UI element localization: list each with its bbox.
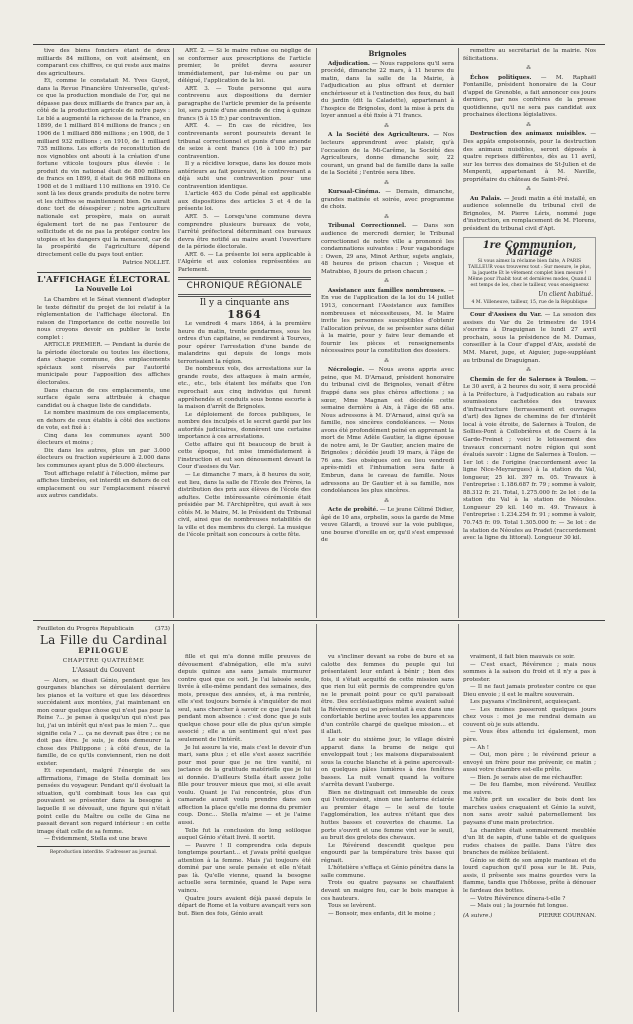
column-rule [316,48,317,618]
article-paragraph: L'hôte prit un escalier de bois dont les marches usées craquaient et Génio la suivit, non sans avoir salué paternellement les paysans d'une main protectrice. [463,797,596,827]
news-item-text: — Nos lecteurs apprendront avec plaisir, qu'à l'occasion de la Mi-Carême, la Société des Agriculteurs, donne dimanche soir, 22 courant, un grand bal de famille dans la salle de la Société ; l'entrée sera libre. [321,132,454,177]
feuilleton-column-2 [178,654,311,1012]
newspaper-page [33,44,605,1012]
article-paragraph: Cette affaire qui fit beaucoup de bruit à cette époque, fut mise immédiatement à l'instruction et eut son dénouement devant la Cour d'assises du Var. [178,441,311,471]
news-item-text: — Dans son audience de mercredi dernier, le Tribunal correctionnel de notre ville a prononcé les condamnations suivantes : Pour vagabondage : Owen, 29 ans, Minot Arthur, sujets anglais, 48 heures de prison chacun ; Vesque et Matrabiso, 8 jours de prison chacun ; [321,223,454,275]
feuilleton-author: PIERRE COURNAN. [538,912,596,919]
separator-stars-icon: ⁂ [384,278,391,285]
separator-stars-icon: ⁂ [384,179,391,186]
article-paragraph: ART. 5. — Lorsqu'une commune devra comprendre plusieurs bureaux de vote, l'arrêté préfectoral déterminant ces bureaux devra être notifié au maire avant l'ouverture de la période électorale. [178,214,311,251]
news-item-title: A la Société des Agriculteurs. [328,132,430,139]
article-paragraph: Dans chacun de ces emplacements, une surface égale sera attribuée à chaque candidat ou à chaque liste de candidats. [37,387,170,409]
article-paragraph: Trois ou quatre paysans se chauffaient devant un maigre feu, car le bois manque à ces hauteurs. [321,880,454,902]
column-4 [463,48,596,618]
divider [178,277,311,280]
rubric-heading: CHRONIQUE RÉGIONALE [186,281,303,292]
article-paragraph: Cinq dans les communes ayant 500 électeurs et moins ; [37,432,170,447]
article-paragraph: Le nombre maximum de ces emplacements, en dehors de ceux établis à côté des sections de vote, est fixé à : [37,410,170,432]
feuilleton-label: Feuilleton du Progrès Républicain [37,626,134,632]
advertisement [463,237,596,310]
news-item [321,189,454,212]
article-paragraph: Et cependant, malgré l'énergie de ses affirmations, l'image de Stella dominait les pensées du voyageur. Pendant qu'il évoluait la situation, qu'il combinait tous les cas qui pouvaient se présenter dans la besogne à laquelle il se dévouait, une figure qui n'était point celle du Maître ou celle de Gina ne passait devant son regard intérieur : en cette image était celle de sa femme. [37,768,170,835]
news-item-title: Échos politiques. [470,74,532,81]
article-paragraph: Tous se levèrent. [328,903,377,910]
feuilleton-column-1 [37,626,170,1012]
news-item [321,367,454,495]
article-paragraph: — Oui, mon père ; le révérend prieur a envoyé un frère pour me prévenir, ce matin ; aussi votre chambre est-elle prête. [463,752,596,774]
article-heading: L'AFFICHAGE ÉLECTORAL [37,274,170,285]
article-paragraph: ART. 4. — En cas de récidive, les contrevenants seront poursuivis devant le tribunal correctionnel et punis d'une amende de seize à cent francs (16 à 100 fr.) par contravention. [178,123,311,160]
article-paragraph: Il y a récidive lorsque, dans les douze mois antérieurs au fait poursuivi, le contrevenant a déjà subi une contravention pour une contravention identique. [178,161,311,190]
article-paragraph: — Ah ! [470,744,490,751]
article-paragraph: vu s'incliner devant sa robe de bure et sa calotte des femmes du peuple qui lui présentaient leur enfant à bénir ; bien des fois, il s'était acquitté de cette mission sans que rien lui eût permis de comprendre qu'on ne le prenait point pour ce qu'il paraissait être. Des ecclésiastiques même avaient salué la Révérence qui se présentait à eux dans une confortable berline avec toutes les apparences d'un contrôle chargé de quelque mission... et il allait. [321,654,454,736]
feuilleton-footer [463,913,596,921]
news-item-title: Cour d'Assises du Var. [470,312,542,319]
divider [37,272,170,273]
news-item-title: Adjudication. [328,60,370,67]
article-paragraph: Les paysans s'inclinèrent, acquiesçant. [470,699,581,706]
article-paragraph: tive des biens fonciers étant de deux milliards 84 millions, on voit aisément, en comparant ces chiffres, ce qui reste aux mains des agriculteurs. [37,48,170,77]
column-rule [173,624,174,1012]
separator-stars-icon: ⁂ [526,367,533,374]
news-item-title: Assistance aux familles nombreuses. [328,287,446,294]
news-item-title: Chemin de fer de Salernes à Toulon. [470,376,588,383]
feuilleton-rule [33,620,605,621]
article-paragraph: Génio se défit de son ample manteau et du lourd capuchon qu'il posa sur le lit. Puis, assis, il prêsente ses mains gourdes vers la flamme, tandis que l'hôtesse, prête à dénouer le fardeau des bottes. [463,857,596,894]
feuilleton-chapter: CHAPITRE QUATRIÈME [62,657,145,664]
news-item [463,131,596,184]
news-item-text: — Le 30 avril, à 2 heures du soir, il sera procédé à la Préfecture, à l'adjudication au rabais sur soumissions cachetées des travaux d'infrastructure (terrassement et ouvrages d'art) des lignes de chemins de fer d'intérêt local à voie étroite, de Salernes à Toulon, de Sollies-Pont à Collobrières et de Cuers à la Garde-Freinet ; voici le lotissement des travaux concernant notre région qui sont évalués savoir : Ligne de Salernes à Toulon. — 1er lot : de l'origine (raccordement avec la ligne Nice-Meyrargues) à la station du Val, longueur, 25 kil. 397 m. 05. Travaux à l'entreprise : 1.186.687 fr. 79 ; somme à valoir, 88.312 fr. 21. Total, 1.275.000 fr. 2e lot : de la station du Val à la station de Néoules. Longueur 29 kil. 140 m. 49. Travaux à l'entreprise : 1.234.254 fr. 91 ; somme à valoir, 70.745 fr. 09. Total 1.305.000 fr. — 3e lot : de la station de Néoules au Pradet (raccordement avec la ligne du littoral). Longueur 30 kil. [463,376,596,542]
separator-stars-icon: ⁂ [526,186,533,193]
feuilleton-epilogue: EPILOGUE [78,646,129,656]
article-paragraph: ART. 6. — La présente loi sera applicable à l'Algérie et aux colonies représentées au Parlement. [178,251,311,273]
column-3 [321,48,454,618]
article-paragraph: remettre au secrétariat de la mairie. Nos félicitations. [463,48,596,62]
news-item-text: — Le jeune Célimé Didier, âgé de 10 ans, orphelin, sous la garde de Mme veuve Gilardi, a trouvé sur la voie publique, une bourse d'oreille en or, qu'il s'est empressé de [321,507,454,544]
article-paragraph: — Bien. Je serais aise de me réchauffer. [470,774,583,781]
article-paragraph: — C'est exact, Révérence ; mais nous sommes à la saison du froid et il n'y a pas à protester. [463,661,596,683]
article-paragraph: — Les moines passeront quelques jours chez vous : moi je me rendrai demain au couvent où je suis attendu. [463,706,596,728]
feuilleton-section: L'Assaut du Couvent [72,667,135,675]
article-subheading: La Nouvelle Loi [75,285,132,294]
news-item [463,75,596,120]
news-item-title: Au Palais. [470,195,502,202]
news-item-text: — La session des assises du Var du 2e trimestre de 1914 s'ouvrira à Draguignan le lundi 27 avril prochain, sous la présidence de M. Dumas, conseiller à la Cour d'appel d'Aix, assisté de MM. Maret, juge, et Aiguier, juge-suppléant au tribunal de Draguignan. [463,312,596,364]
section-heading: Brignoles [368,49,407,58]
news-item [463,196,596,234]
news-item [321,288,454,356]
divider [37,846,170,847]
separator-stars-icon: ⁂ [526,121,533,128]
article-paragraph: — Il ne faut jamais protester contre ce que Dieu envoie ; il est le maître souverain. [463,684,596,698]
article-paragraph: Telle fut la conclusion du long soliloque auquel Génio s'était livré. Il sortit. [178,827,311,842]
article-paragraph: L'hôtelière s'effaça et Génio pénétra dans la salle commune. [321,865,454,879]
article-paragraph: Le vendredi 4 mars 1864, à la première heure du matin, trente gendarmes, sous les ordres d'un capitaine, se rendirent à Tourves, pour opérer l'arrestation d'une bande de malandrins qui depuis de longs mois terrorisaient la région. [178,321,311,365]
separator-stars-icon: ⁂ [384,497,391,504]
divider [178,294,311,297]
article-paragraph: Bien ne distinguait cet immeuble de ceux qui l'entouraient, sinon une lanterne éclairée au premier étage — le seul de toute l'agglomération, les autres n'étant que des huttes basses et couvertes de chaume. La porte s'ouvrit et une femme vint sur le seuil, au bruit des grelots des chevaux. [321,789,454,842]
article-paragraph: Quatre jours avaient déjà passé depuis le départ de Rome et la voiture avançait vers son but. Bien des fois, Génio avait [178,895,311,917]
news-item-title: Tribunal Correctionnel. [328,223,407,230]
article-paragraph: Et, comme le constatait M. Yves Guyot, dans la Revue Financière Universelle, qu'est-ce que la production mondiale de l'or, qui ne dépasse pas deux milliards de francs par an, à côté de la production agricole de notre pays : Le blé a augmenté la richesse de la France, en 1899, de 1 milliard 814 millions de francs ; en 1906 de 1 milliard 886 millions ; en 1908, de 1 milliard 932 millions ; en 1910, de 1 milliard 735 millions. Les efforts de reconstitution de nos vignobles ont abouti à la création d'une fortune viticole toujours plus élevée : le produit du vin national était de 800 millions de francs en 1899, il était de 968 millions en 1908 et de 1 milliard 110 millions en 1910. Ce sont là les deux grands produits de notre terre et les chiffres se maintiennent bien. On aurait donc tort de désespérer ; notre agriculture nationale est prospère, mais on aurait également tort de ne pas l'entourer de sollicitude et de ne pas la protéger contre les utopies et les dangers qui la menacent, car de la prospérité de l'agriculture dépend directement celle du pays tout entier. [37,78,170,258]
article-paragraph: — Alors, se disait Génio, pendant que les gourganes blanches se déroulaient derrière les pianos et la voiture et que les désordres succédaient aux montées, j'ai maintenant en mon cœur quelque chose qui n'est pas pour la Reine ?... je pense à quelqu'un qui n'est pas lui, j'ai un intérêt qui n'est pas le mien ?... que signifie cela ? ... ça ne devrait pas être ; ce ne doit pas être. Je suis, je dois demeurer la chose des Philippone ; à côté d'eux, de la famille, de ce qu'ils conviennent, rien ne doit exister. [37,677,170,767]
article-paragraph: Le Révérend descendit quelque peu engourdi par la température très basse qui régnait. [321,842,454,864]
news-item-text: — Jeudi matin a été installé, en audience solennelle du tribunal civil de Brignoles, M. Pierre Léris, nommé juge d'instruction, en remplacement de M. Florens, président du tribunal civil d'Apt. [463,195,596,233]
news-item [463,312,596,365]
article-paragraph: — Le dimanche 7 mars, à 8 heures du soir, eut lieu, dans la salle de l'Ecole des Frères, la distribution des prix aux élèves de l'école des adultes. Cette intéressante cérémonie était présidée par M. l'Archiprêtre, qui avait à ses côtés M. le Maire, M. le Président du Tribunal civil, ainsi que de nombreuses notabilités de la ville et des membres du clergé. La musique de l'école prêtait son concours à cette fête. [178,471,311,539]
column-rule [458,48,459,618]
column-1 [37,48,170,618]
news-item-title: Kursaal-Cinéma. [328,189,381,196]
separator-stars-icon: ⁂ [384,357,391,364]
article-signature: Patrice NOLLET. [122,260,170,267]
top-rule [33,44,605,45]
separator-stars-icon: ⁂ [384,122,391,129]
news-item-text: — En vue de l'application de la loi du 14 juillet 1913, concernant l'Assistance aux familles nombreuses et nécessiteuses, M. le Maire invite les personnes susceptibles d'obtenir l'allocation prévue, de se présenter sans délai à la mairie, pour y faire leur demande et fournir les pièces et renseignements nécessaires pour la constitution des dossiers. [321,287,454,355]
news-item-title: Acte de probité. [328,507,379,514]
separator-stars-icon: ⁂ [526,65,533,72]
feuilleton-number: (373) [154,626,170,632]
article-paragraph: fille et qui m'a donné mille preuves de dévouement d'abnégation, elle m'a suivi depuis quinze ans sans jamais murmurer contre quoi que ce soit. Je l'ai laissée seule, livrée à elle-même pendant des semaines, des mois, presque des années, et, à ma rentrée, elle s'est toujours bornée à s'inquiéter de moi seul, sans chercher à savoir ce que j'avais fait pendant mon absence : c'est donc que je suis quelque chose pour elle de plus qu'un simple associé ; elle a un sentiment qui n'est pas seulement de l'intérêt. [178,654,311,744]
column-rule [458,624,459,1012]
article-paragraph: — Votre Révérence dînera-t-elle ? [470,895,566,902]
article-paragraph: Le déploiement de forces publiques, le nombre des inculpés et le secret gardé par les autorités judiciaires, donnèrent une certaine importance à ces arrestations. [178,411,311,441]
article-paragraph: vraiment, il fait bien mauvais ce soir. [470,654,575,660]
news-item-title: Nécrologie. [328,367,365,374]
article-paragraph: ARTICLE PREMIER. — Pendant la durée de la période électorale ou toutes les élections, dans chaque commune, des emplacements spéciaux sont réservés par l'autorité municipale pour l'apposition des affiches électorales. [37,342,170,386]
separator-stars-icon: ⁂ [384,213,391,220]
article-paragraph: — Vous êtes attendu ici également, mon père. [463,729,596,744]
news-item [321,507,454,545]
article-paragraph: — Évidemment, Stella est une brave [44,836,148,843]
column-rule [316,624,317,1012]
news-item-title: Destruction des animaux nuisibles. [470,131,587,138]
news-item-text: — M. Raphaël Fontanille, président honoraire de la Cour d'appel de Grenoble, a fait annoncer ces jours derniers, par nos confrères de la presse quotidienne, qu'il ne sera pas candidat aux prochaines élections législatives. [463,74,596,119]
article-paragraph: Le soir du sixième jour, le village désiré apparut dans la brume de neige qui enveloppait tout ; les maisons disparaissaient sous la couche blanche et à peine apercevait-on quelques pâles lumières à des fenêtres basses. La nuit venait quand la voiture s'arrêta devant l'auberge. [321,737,454,789]
article-paragraph: — De feu flambe, mon révérend. Veuillez me suivre. [463,782,596,796]
news-item [321,132,454,177]
article-paragraph: — Pauvre ! Il comprendra cela depuis longtemps pourtant... et j'avais prêté quelque attention à la femme. Mais j'ai toujours été dominé par une seule pensée et elle n'était pas là. Qu'elle vienne, quand la besogne actuelle sera terminée, quand le Pape sera vaincu. [178,842,311,894]
column-2 [178,48,311,618]
year-heading: 1864 [227,307,262,321]
ad-title: 1re Communion, Mariage [482,239,577,259]
news-item [321,223,454,276]
news-item [321,61,454,121]
article-paragraph: — Mais oui ; la journée fut longue. [470,903,569,910]
article-paragraph: La chambre était sommairement meublée d'un lit de sapin, d'une table et de quelques rudes chaises de paille. Dans l'âtre des branches de mélèze brûlaient. [463,827,596,857]
article-paragraph: ART. 2. — Si le maire refuse ou néglige de se conformer aux prescriptions de l'article premier, le préfet devra assurer immédiatement, par lui-même ou par un délégué, l'application de la loi. [178,48,311,85]
article-paragraph: Je lui assure la vie, mais c'est le devoir d'un mari, sans plus ; et elle s'est assez sacrifiée pour moi pour que je ne tire vanité, ni jactance de la gratitude matérielle que je lui ai donnée. D'ailleurs Stella était assez jolie fille pour trouver mieux que moi, si elle avait voulu. Quant je l'ai rencontrée, plus d'un camarade aurait voulu prendre dans son affection la place qu'elle me donna du premier coup. Donc... Stella m'aime — et je l'aime aussi. [178,744,311,827]
article-paragraph: Dix dans les autres, plus un par 3.000 électeurs ou fraction supérieure à 2.000 dans les communes ayant plus de 5.000 électeurs. [37,447,170,469]
feuilleton-column-3 [321,654,454,1012]
ad-text: Si vous aimez la réclame bien faite, A PARIS TAILLEUR vous trouverez tout : Sur mesure, le plus, la jaquette Et le vêtement complet bien mesuré ! Même pour l'habit tout et dernières modes, Quand il est temps de les, chez le tailleur, vous enseignerez [468,258,591,288]
news-item-text: — Des appâts empoisonnés, pour la destruction des animaux nuisibles, seront déposés à quatre reprises différentes, dès au 11 avril, sur les terres des domaines de St-Julien et de Menpenti, appartenant à M. Naville, propriétaire du château de Saint-Pré. [463,131,596,183]
article-paragraph: De nombreux vols, des arrestations sur la grande route, des attaques à main armée, etc., etc., tels étaient les méfaits que l'on reprochait aux cinq individus qui furent appréhendés et conduits sous bonne escorte à la maison d'arrêt de Brignoles. [178,366,311,411]
feuilleton-column-4 [463,654,596,1012]
ad-address: 4 M. Villeneuve, tailleur, 15, rue de la République [471,300,588,306]
article-paragraph: Tout affichage relatif à l'élection, même par affiches timbrées, est interdit en dehors de cet emplacement ou sur l'emplacement réservé aux autres candidats. [37,470,170,500]
article-paragraph: — Bonsoir, mes enfants, dit le moine ; [328,910,436,917]
feuilleton-title: La Fille du Cardinal [39,632,168,647]
article-paragraph: L'article 463 du Code pénal est applicable aux dispositions des articles 3 et 4 de la présente loi. [178,191,311,213]
article-paragraph: ART. 3. — Toute personne qui aura contrevenu aux dispositions du dernier paragraphe de l'article premier de la présente loi, sera punie d'une amende de cinq à quinze francs (5 à 15 fr.) par contravention. [178,85,311,122]
column-rule [173,48,174,618]
news-item-text: — Demain, dimanche, grandes matinée et soirée, avec programme de choix. [321,189,454,211]
article-paragraph: La Chambre et le Sénat viennent d'adopter le texte définitif du projet de loi relatif à la réglementation de l'affichage électoral. En raison de l'importance de cette nouvelle loi nous croyons devoir en publier le texte complet : [37,296,170,341]
news-item-text: — Nous rappelons qu'il sera procédé, dimanche 22 mars, à 11 heures du matin, dans la salle de la Mairie, à l'adjudication au plus offrant et dernier enchérisseur et à l'extinction des feux, du bail du jardin (dit la Caladette), appartenant à l'hospice de Brignoles, dont la mise à prix du loyer annuel a été fixée à 71 francs. [321,60,454,120]
news-item-text: — Nous avons appris avec peine, que M. D'Arnaud, président honoraire du tribunal civil de Brignoles, venait d'être frappé dans ses plus chères affections ; sa sœur, Mme Magnan est décédée cette semaine dernière à Aix, à l'âge de 68 ans. Nous adressons à M. D'Arnaud, ainsi qu'à sa famille, nos sincères condoléances. — Nous avons été profondément peiné en apprenant la mort de Mme Adèle Gautier, la digne épouse de notre ami, le Dr Gautier, ancien maire de Brignoles ; décédée jeudi 19 mars, à l'âge de 76 ans. Ses obsèques ont eu lieu vendredi après-midi et l'inhumation sera faite à Embrun, dans le caveau de famille. Nous adressons au Dr Gautier et à sa famille, nos condoléances les plus sincères. [321,367,454,495]
to-be-continued: (A suivre.) [463,912,493,919]
article-heading: Il y a cinquante ans [199,297,290,308]
footnote: Reproduction interdite. S'adresser au journal. [49,849,158,855]
news-item [463,377,596,543]
ad-client: Un client habitué. [538,290,593,298]
